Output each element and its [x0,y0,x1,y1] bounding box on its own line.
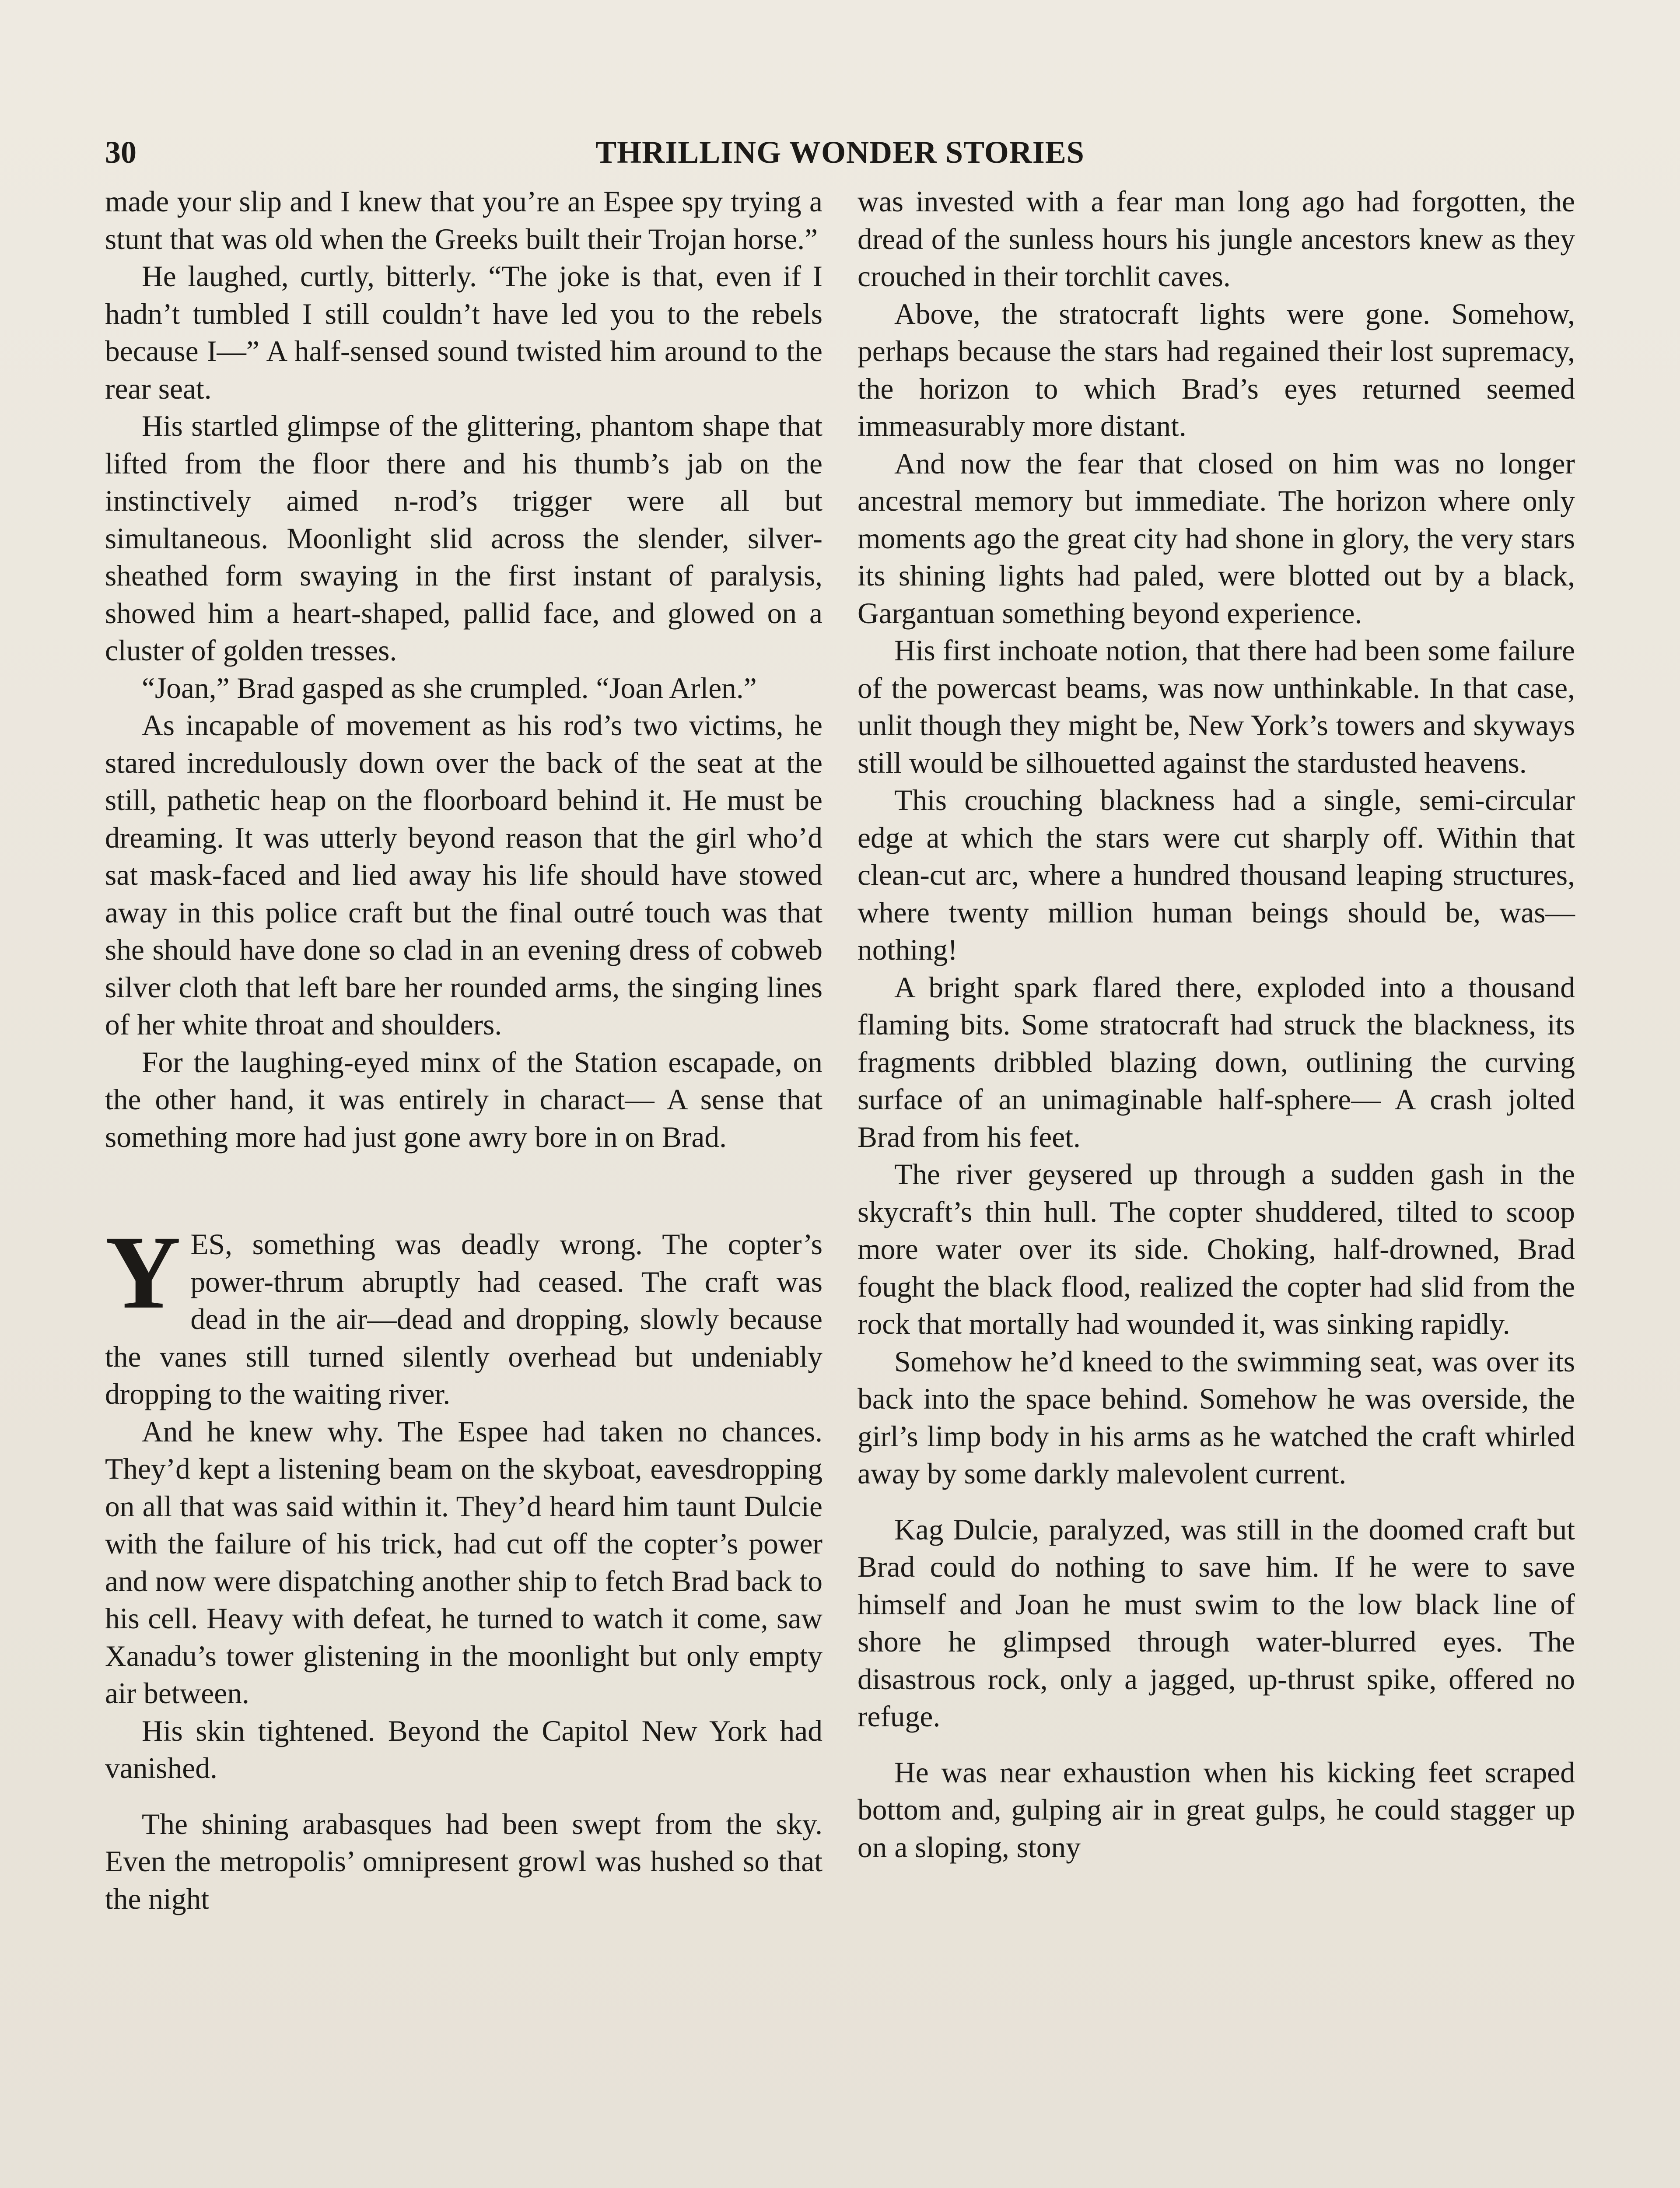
paragraph: As incapable of movement as his rod’s two victims, he stared incredulously down over the back of the seat at the still, pathetic heap on the floorboard behind it. He must be dreaming. It was utterly beyond reason that the girl who’d sat mask-faced and lied away his life should have stowed away in this police craft but the final outré touch was that she should have done so clad in an evening dress of cobweb silver cloth that left bare her rounded arms, the singing lines of her white throat and shoulders. [105,709,822,1041]
paragraph: The river geysered up through a sudden gash in the skycraft’s thin hull. The copter shuddered, tilted to scoop more water over its side. Choking, half-drowned, Brad fought the black flood, realized the copter had slid from the rock that mortally had wounded it, was sinking rapidly. [858,1158,1575,1340]
paragraph: The shining arabasques had been swept from the sky. Even the metropolis’ omnipresent growl was hushed so that the night [105,1807,822,1915]
paragraph: made your slip and I knew that you’re an Espee spy trying a stunt that was old when the Greeks built their Trojan horse.” [105,185,822,256]
paragraph: A bright spark flared there, exploded into a thousand flaming bits. Some stratocraft had struck the blackness, its fragments dribbled blazing down, outlining the curving surface of an unimaginable half-sphere— A crash jolted Brad from his feet. [858,971,1575,1154]
right-column [858,183,1575,1866]
running-header [105,131,1575,173]
paragraph: His startled glimpse of the glittering, phantom shape that lifted from the floor there and his thumb’s jab on the instinctively aimed n-rod’s trigger were all but simultaneous. Moonlight slid across the slender, silver-sheathed form swaying in the first instant of paralysis, showed him a heart-shaped, pallid face, and glowed on a cluster of golden tresses. [105,410,822,667]
paragraph: His first inchoate notion, that there had been some failure of the powercast beams, was now unthinkable. In that case, unlit though they might be, New York’s towers and skyways still would be silhouetted against the stardusted heavens. [858,634,1575,779]
drop-cap: Y [105,1214,181,1330]
paragraph: This crouching blackness had a single, semi-circular edge at which the stars were cut sharply off. Within that clean-cut arc, where a hundred thousand leaping structures, where twenty million human beings should be, was—nothing! [858,784,1575,966]
paragraph: Somehow he’d kneed to the swimming seat, was over its back into the space behind. Somehow he was overside, the girl’s limp body in his arms as he watched the craft whirled away by some darkly malevolent current. [858,1345,1575,1490]
paragraph: For the laughing-eyed minx of the Station escapade, on the other hand, it was entirely in charact— A sense that something more had just gone awry bore in on Brad. [105,1045,822,1154]
paragraph: And he knew why. The Espee had taken no chances. They’d kept a listening beam on the skyboat, eavesdropping on all that was said within it. They’d heard him taunt Dulcie with the failure of his trick, had cut off the copter’s power and now were dispatching another ship to fetch Brad back to his cell. Heavy with defeat, he turned to watch it come, saw Xanadu’s tower glistening in the moonlight but only empty air between. [105,1415,822,1710]
paragraph: His skin tightened. Beyond the Capitol New York had vanished. [105,1714,822,1785]
paragraph: was invested with a fear man long ago had forgotten, the dread of the sunless hours his jungle ancestors knew as they crouched in their torchlit caves. [858,185,1575,293]
page-number: 30 [105,135,136,170]
paragraph: Above, the stratocraft lights were gone. Somehow, perhaps because the stars had regained their lost supremacy, the horizon to which Brad’s eyes returned seemed immeasurably more distant. [858,297,1575,442]
section-opening-paragraph [105,1214,822,1413]
paragraph: He laughed, curtly, bitterly. “The joke is that, even if I hadn’t tumbled I still couldn’t have led you to the rebels because I—” A half-sensed sound twisted him around to the rear seat. [105,260,822,405]
section-opening-text: ES, something was deadly wrong. The copter’s power-thrum abruptly had ceased. The craft was dead in the air—dead and dropping, slowly because the vanes still turned silently overhead but undeniably dropping to the waiting river. [105,1228,822,1410]
paragraph: “Joan,” Brad gasped as she crumpled. “Joan Arlen.” [142,671,757,705]
left-column [105,183,822,1918]
paragraph: And now the fear that closed on him was no longer ancestral memory but immediate. The horizon where only moments ago the great city had shone in glory, the very stars its shining lights had paled, were blotted out by a black, Gargantuan something beyond experience. [858,447,1575,630]
running-title: THRILLING WONDER STORIES [595,135,1085,170]
paragraph: Kag Dulcie, paralyzed, was still in the doomed craft but Brad could do nothing to save him. If he were to save himself and Joan he must swim to the low black line of shore he glimpsed through water-blurred eyes. The disastrous rock, only a jagged, up-thrust spike, offered no refuge. [858,1513,1575,1733]
paragraph: He was near exhaustion when his kicking feet scraped bottom and, gulping air in great gulps, he could stagger up on a sloping, stony [858,1756,1575,1864]
